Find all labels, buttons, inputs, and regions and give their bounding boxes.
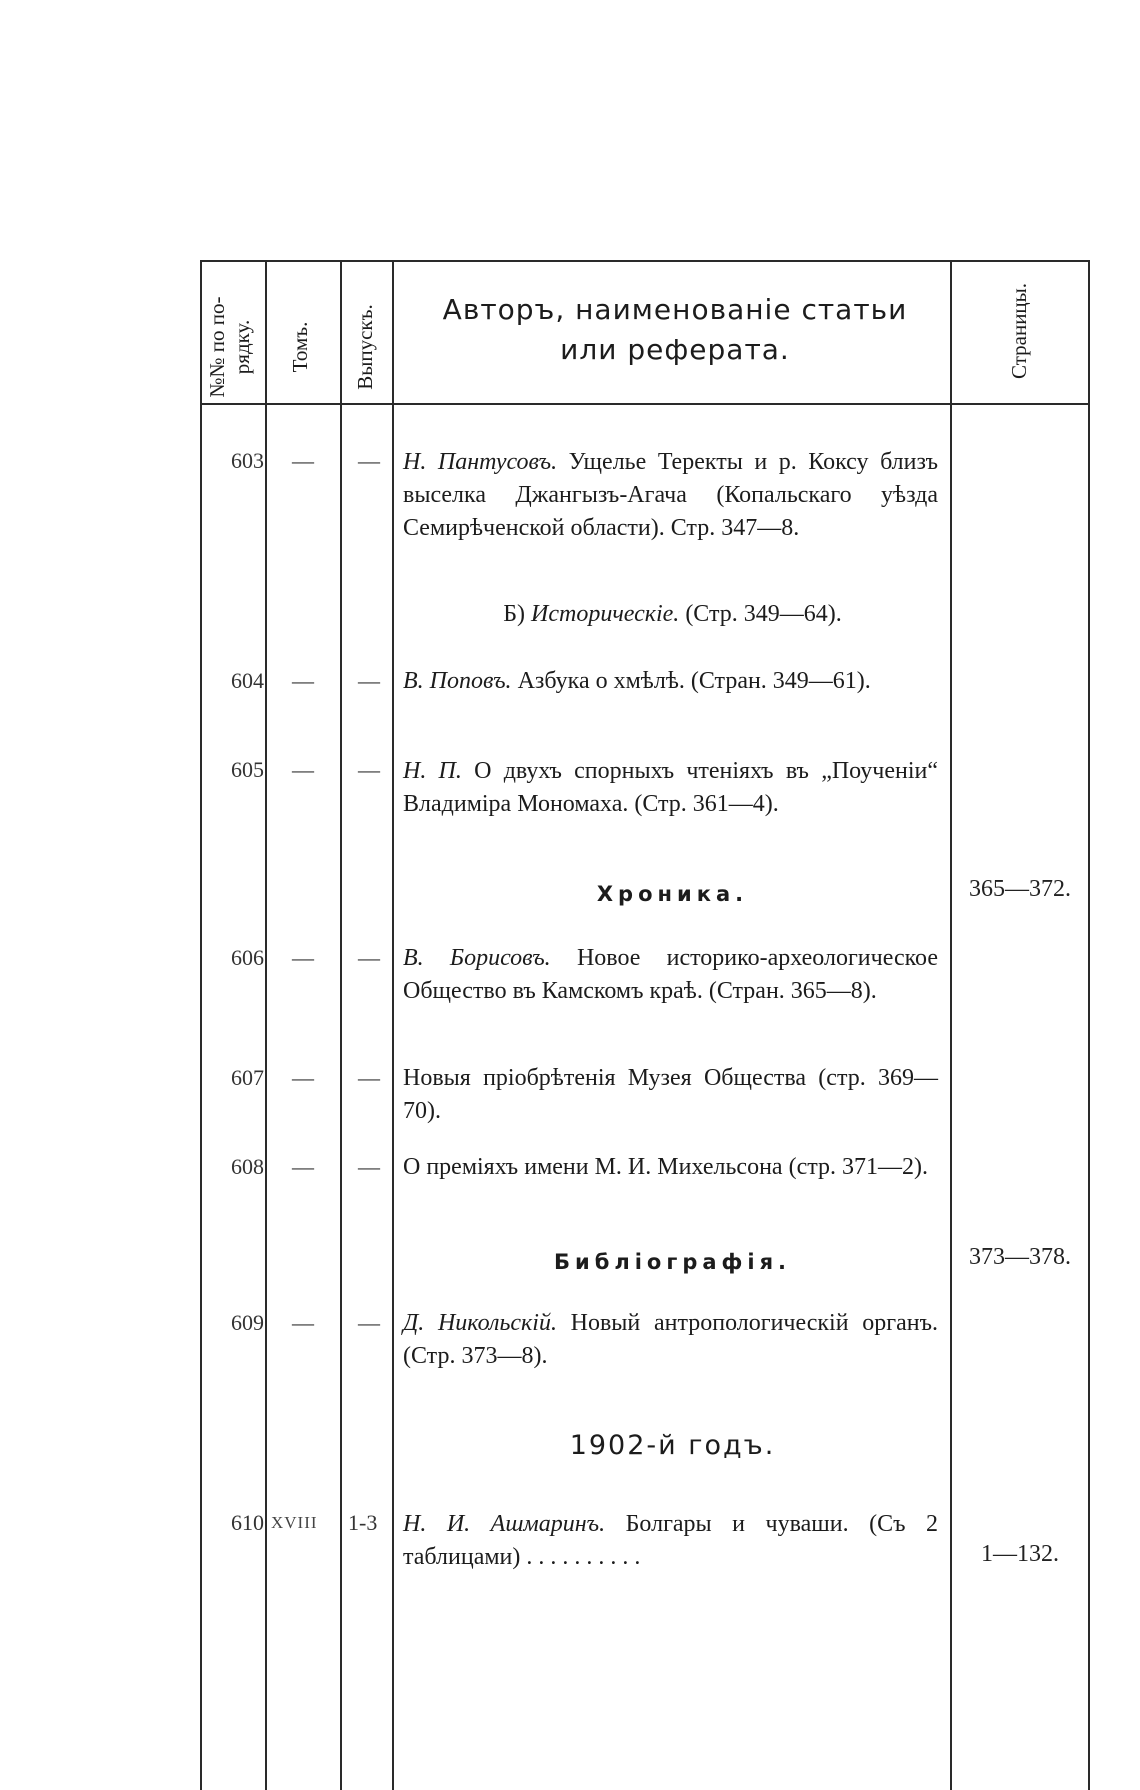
entry-607-text: Новыя пріобрѣтенія Музея Общества (стр. 369—70). (403, 1065, 938, 1124)
entry-608-issue-dash: — (358, 1154, 380, 1179)
year-heading: 1902-й годъ. (569, 1430, 776, 1461)
entry-608-volume-dash: — (292, 1154, 314, 1179)
entry-605-issue-dash: — (358, 757, 380, 782)
header-title-line2: или реферата. (560, 333, 790, 366)
header-bottom-border (200, 403, 1090, 405)
header-volume-column: Томъ. (288, 321, 312, 373)
entry-609-text: Д. Никольскій. Новый антропологическій органъ. (Стр. 373—8). (403, 1310, 938, 1369)
entry-607-issue-dash: — (358, 1065, 380, 1090)
entry-607-number: 607 (231, 1065, 264, 1090)
section-bibliography: Библіографія. (553, 1250, 792, 1274)
section-chronicle: Хроника. (596, 882, 749, 906)
section-chronicle-pages: 365—372. (969, 876, 1071, 902)
header-issue-column: Выпускъ. (353, 304, 377, 390)
entry-610-issue: 1-3 (348, 1510, 378, 1535)
entry-606-number: 606 (231, 945, 264, 970)
entry-609-author: Д. Никольскій. (403, 1310, 557, 1336)
entry-610-author: Н. И. Ашмаринъ. (403, 1511, 606, 1537)
entry-606-text: В. Борисовъ. Новое историко-археологическое Общество въ Камскомъ краѣ. (Стран. 365—8). (403, 945, 938, 1004)
col-divider-2 (340, 260, 342, 1790)
col-divider-1 (265, 260, 267, 1790)
entry-606-issue-dash: — (358, 945, 380, 970)
entry-609-volume-dash: — (292, 1310, 314, 1335)
entry-603-author: Н. Пантусовъ. (403, 449, 558, 475)
entry-603-number: 603 (231, 448, 264, 473)
entry-610-pages: 1—132. (981, 1541, 1059, 1567)
entry-603-volume-dash: — (292, 448, 314, 473)
entry-605-number: 605 (231, 757, 264, 782)
entry-604-author: В. Поповъ. (403, 668, 512, 694)
entry-606-volume-dash: — (292, 945, 314, 970)
entry-609-number: 609 (231, 1310, 264, 1335)
entry-607-volume-dash: — (292, 1065, 314, 1090)
section-historical-label: Историческіе. (531, 601, 680, 627)
col-divider-3 (392, 260, 394, 1790)
entry-604-text: В. Поповъ. Азбука о хмѣлѣ. (Стран. 349—61). (403, 668, 871, 694)
entry-604-issue-dash: — (358, 668, 380, 693)
entry-609-issue-dash: — (358, 1310, 380, 1335)
table-left-border (200, 260, 202, 1790)
entry-603-text: Н. Пантусовъ. Ущелье Теректы и р. Коксу близъ выселка Джангызъ-Агача (Копальскаго уѣзда Семирѣченской области). Стр. 347—8. (403, 449, 938, 541)
entry-608-text: О преміяхъ имени М. И. Михельсона (стр. 371—2). (403, 1154, 928, 1180)
entry-604-volume-dash: — (292, 668, 314, 693)
header-number-column: №№ по по-рядку. (205, 296, 254, 398)
entry-605-author: Н. П. (403, 758, 462, 784)
entry-603-issue-dash: — (358, 448, 380, 473)
entry-604-number: 604 (231, 668, 264, 693)
entry-610-text: Н. И. Ашмаринъ. Болгары и чуваши. (Съ 2 таблицами) . . . . . . . . . . (403, 1511, 938, 1570)
entry-605-text: Н. П. О двухъ спорныхъ чтеніяхъ въ „Поученіи“ Владиміра Мономаха. (Стр. 361—4). (403, 758, 939, 817)
entry-610-number: 610 (231, 1510, 264, 1535)
entry-606-author: В. Борисовъ. (403, 945, 551, 971)
entry-608-number: 608 (231, 1154, 264, 1179)
table-top-border (200, 260, 1090, 262)
section-historical: Б) Историческіе. (Стр. 349—64). (503, 601, 842, 627)
header-title-line1: Авторъ, наименованіе статьи (442, 293, 908, 326)
section-bibliography-pages: 373—378. (969, 1244, 1071, 1270)
header-pages-column: Страницы. (1007, 282, 1031, 380)
entry-605-volume-dash: — (292, 757, 314, 782)
entry-610-volume: XVIII (271, 1513, 318, 1532)
